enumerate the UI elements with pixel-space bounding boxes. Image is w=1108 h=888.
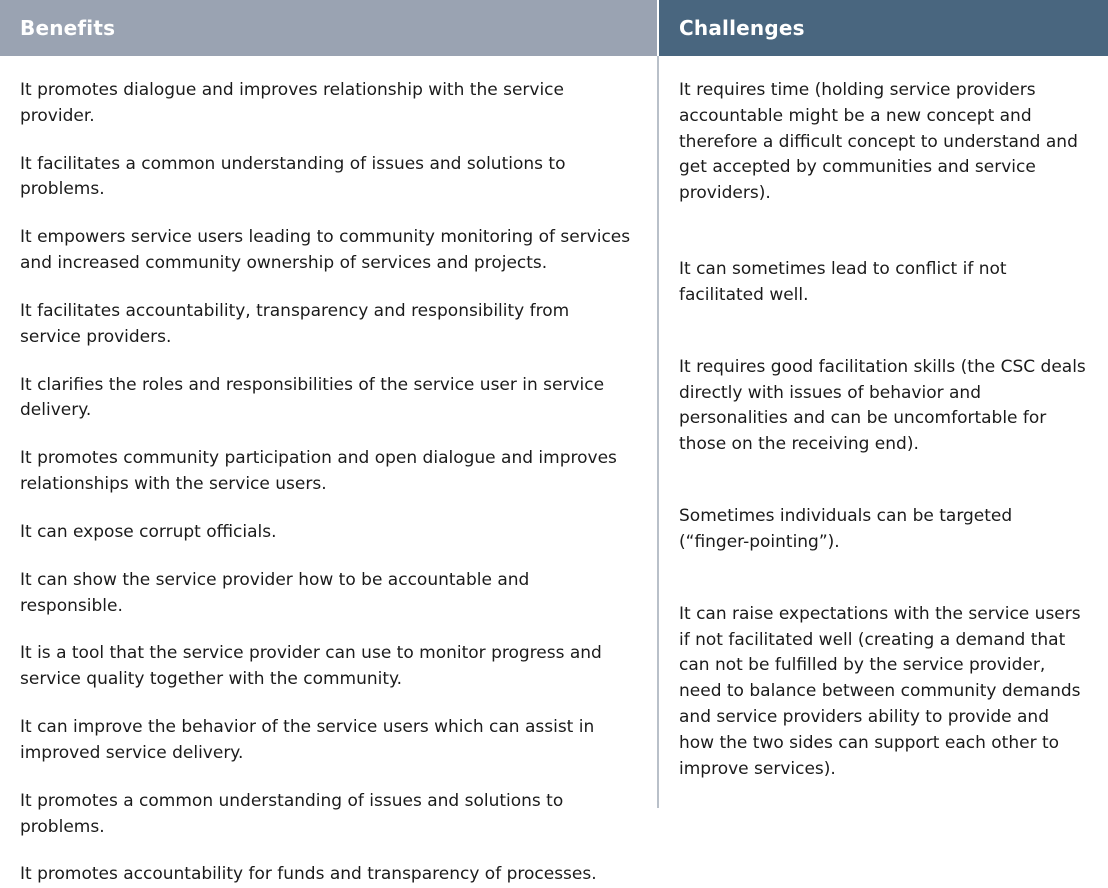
column-header-benefits-label: Benefits — [20, 16, 116, 40]
column-header-challenges-label: Challenges — [679, 16, 805, 40]
benefit-item: It facilitates a common understanding of issues and solutions to problems. — [20, 153, 566, 200]
benefit-item: It can show the service provider how to be accountable and responsible. — [20, 569, 530, 616]
column-header-benefits — [0, 0, 659, 56]
benefit-item: It promotes dialogue and improves relationship with the service provider. — [20, 80, 564, 126]
benefit-item: It is a tool that the service provider can use to monitor progress and service quality together with the community. — [20, 643, 602, 690]
table-body-row — [0, 56, 1108, 885]
benefits-cell — [0, 56, 659, 885]
challenge-item: It requires time (holding service providers accountable might be a new concept and therefore a difficult concept to understand and get accepted by communities and service providers). — [679, 80, 1078, 204]
benefit-item: It clarifies the roles and responsibilities of the service user in service delivery. — [20, 374, 605, 421]
benefit-item: It promotes community participation and open dialogue and improves relationships with the service users. — [20, 448, 617, 495]
benefit-item: It can expose corrupt officials. — [20, 521, 277, 542]
challenge-item: It can sometimes lead to conflict if not facilitated well. — [679, 259, 1007, 305]
benefit-item: It facilitates accountability, transparency and responsibility from service providers. — [20, 300, 570, 347]
benefit-item: It can improve the behavior of the service users which can assist in improved service delivery. — [20, 717, 595, 763]
challenge-item: Sometimes individuals can be targeted (“finger-pointing”). — [679, 506, 1013, 552]
benefit-item: It empowers service users leading to community monitoring of services and increased community ownership of services and projects. — [20, 227, 631, 274]
benefit-item: It promotes a common understanding of issues and solutions to problems. — [20, 790, 564, 837]
benefit-item: It promotes accountability for funds and transparency of processes. — [20, 864, 597, 885]
challenge-item: It requires good facilitation skills (the CSC deals directly with issues of behavior and personalities and can be uncomfortable for those on the receiving end). — [679, 356, 1086, 455]
challenges-cell — [659, 56, 1108, 808]
challenge-item: It can raise expectations with the service users if not facilitated well (creating a demand that can not be fulfilled by the service provider, need to balance between community demands and service providers ability to provide and how the two sides can support each other to improve services). — [679, 603, 1081, 779]
column-header-challenges — [659, 0, 1108, 56]
table-header-row — [0, 0, 1108, 56]
